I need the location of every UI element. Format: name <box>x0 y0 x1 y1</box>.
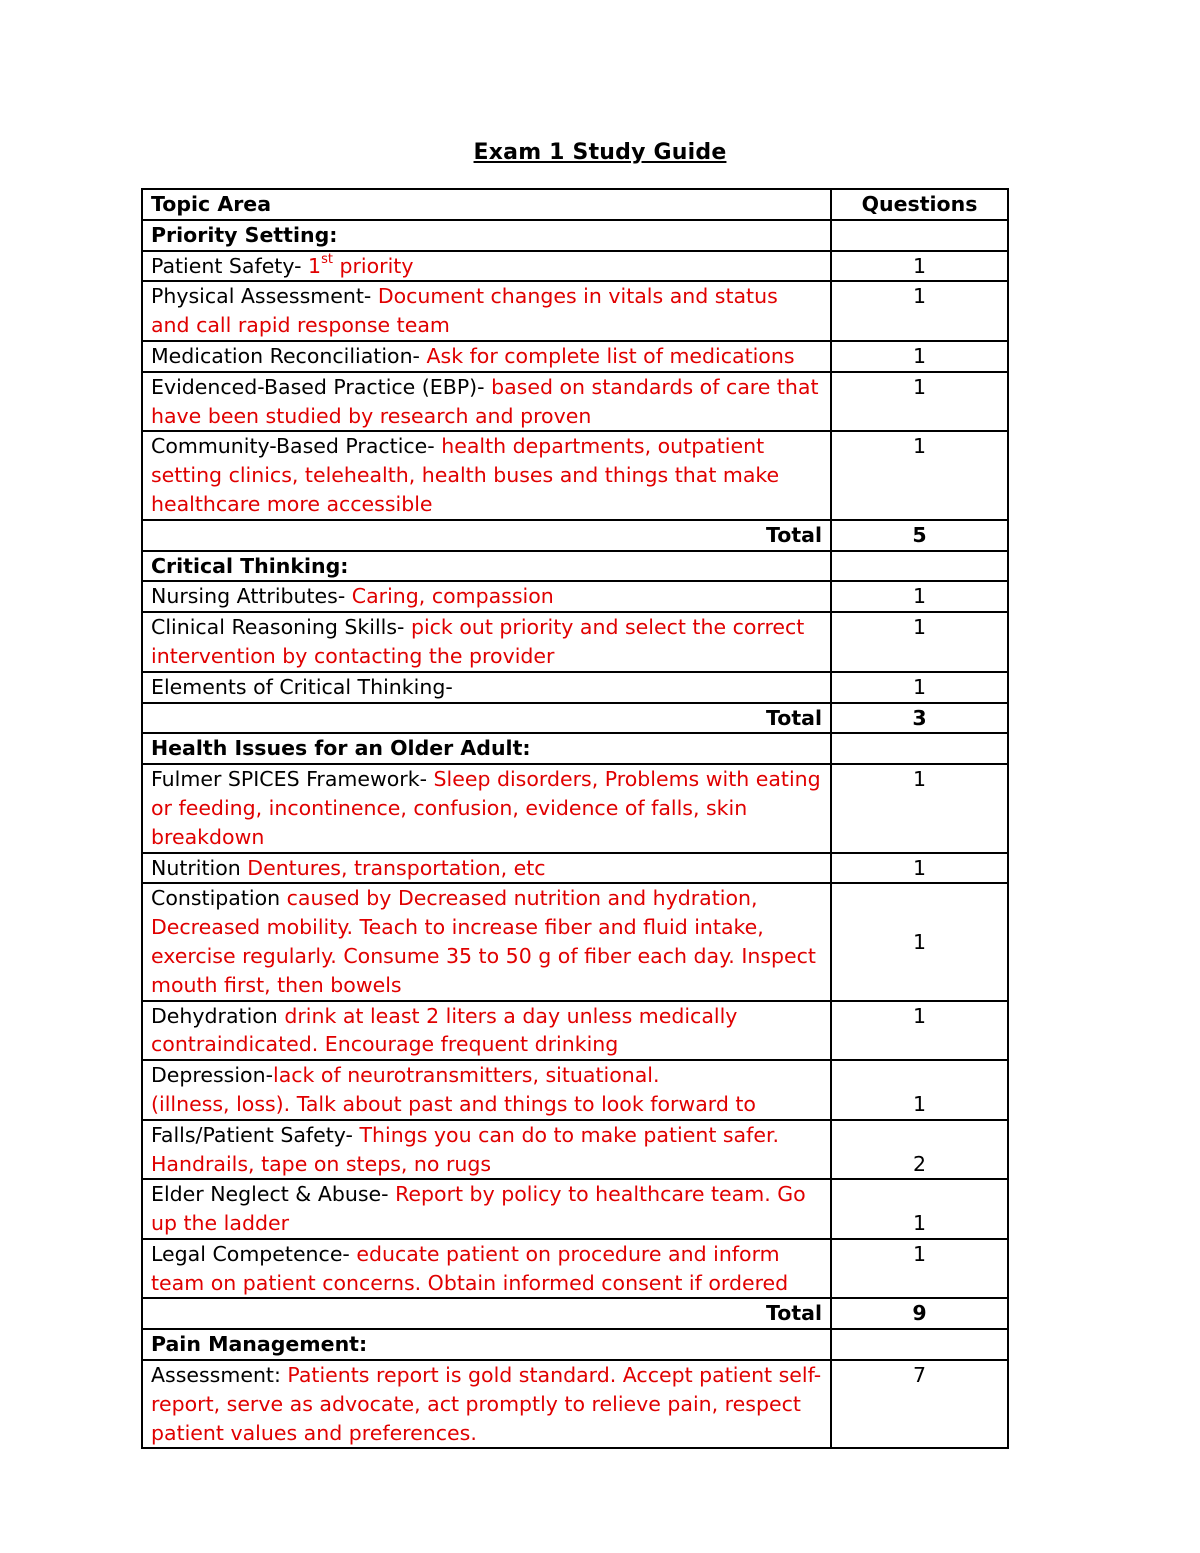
question-count: 1 <box>831 1001 1008 1061</box>
section-heading-row <box>142 551 1008 582</box>
table-row <box>142 883 1008 1000</box>
section-heading-row <box>142 1329 1008 1360</box>
topic-label: Legal Competence- <box>151 1241 350 1266</box>
topic-label: Elder Neglect & Abuse- <box>151 1182 389 1207</box>
topic-label: Elements of Critical Thinking- <box>151 674 453 699</box>
total-value: 9 <box>831 1298 1008 1329</box>
empty-cell <box>831 220 1008 251</box>
table-row <box>142 372 1008 432</box>
topic-label: Dehydration <box>151 1003 278 1028</box>
question-count: 1 <box>831 581 1008 612</box>
total-value: 3 <box>831 703 1008 734</box>
topic-note: pick out priority and select the correct intervention by contacting the provider <box>151 615 805 668</box>
topic-cell <box>142 1360 831 1448</box>
topic-label: Fulmer SPICES Framework- <box>151 767 427 792</box>
topic-cell <box>142 581 831 612</box>
question-count: 7 <box>831 1360 1008 1448</box>
topic-cell <box>142 431 831 519</box>
topic-label: Falls/Patient Safety- <box>151 1122 353 1147</box>
total-label: Total <box>142 703 831 734</box>
table-row <box>142 1120 1008 1180</box>
table-row <box>142 764 1008 852</box>
topic-cell <box>142 281 831 341</box>
topic-label: Physical Assessment- <box>151 284 372 309</box>
topic-cell <box>142 672 831 703</box>
question-count: 1 <box>831 372 1008 432</box>
topic-note: Document changes in vitals and status and call rapid response team <box>151 284 778 338</box>
topic-label: Nursing Attributes- <box>151 584 346 609</box>
total-row <box>142 703 1008 734</box>
question-count: 1 <box>831 1179 1008 1239</box>
questions-header: Questions <box>831 189 1008 220</box>
topic-note: Report by policy to healthcare team. Go up the ladder <box>151 1182 806 1236</box>
topic-cell <box>142 1179 831 1239</box>
table-header-row <box>142 189 1008 220</box>
total-row <box>142 520 1008 551</box>
topic-area-header: Topic Area <box>142 189 831 220</box>
topic-cell <box>142 1001 831 1061</box>
question-count: 1 <box>831 1239 1008 1299</box>
empty-cell <box>831 733 1008 764</box>
section-heading-row <box>142 733 1008 764</box>
table-row <box>142 853 1008 884</box>
total-row <box>142 1298 1008 1329</box>
table-row <box>142 1001 1008 1061</box>
topic-label: Evidenced-Based Practice (EBP)- <box>151 374 485 399</box>
table-row <box>142 281 1008 341</box>
topic-cell <box>142 372 831 432</box>
section-heading: Priority Setting: <box>142 220 831 251</box>
empty-cell <box>831 1329 1008 1360</box>
empty-cell <box>831 551 1008 582</box>
topic-cell <box>142 764 831 852</box>
total-value: 5 <box>831 520 1008 551</box>
topic-note: Sleep disorders, Problems with eating or feeding, incontinence, confusion, evidence of falls, skin breakdown <box>151 767 821 849</box>
topic-label: Clinical Reasoning Skills- <box>151 615 405 640</box>
topic-note: caused by Decreased nutrition and hydration, Decreased mobility. Teach to increase fiber and fluid intake, exercise regularly. Consume 35 to 50 g of fiber each day. Inspect mouth first, then bowels <box>151 886 816 997</box>
study-guide-table <box>141 188 1009 1449</box>
section-heading-row <box>142 220 1008 251</box>
question-count: 1 <box>831 612 1008 672</box>
topic-note-continued: (illness, loss). Talk about past and things to look forward to <box>151 1091 756 1116</box>
topic-note: Dentures, transportation, etc <box>247 855 546 880</box>
topic-note: educate patient on procedure and inform team on patient concerns. Obtain informed consent if ordered <box>151 1241 789 1295</box>
question-count: 1 <box>831 672 1008 703</box>
topic-note: Ask for complete list of medications <box>426 343 795 368</box>
topic-note: Patients report is gold standard. Accept patient self-report, serve as advocate, act promptly to relieve pain, respect patient values and preferences. <box>151 1363 822 1445</box>
topic-note: health departments, outpatient setting clinics, telehealth, health buses and things that make healthcare more accessible <box>151 434 780 516</box>
topic-note: 1st priority <box>308 251 414 278</box>
topic-note: drink at least 2 liters a day unless medically contraindicated. Encourage frequent drinking <box>151 1003 738 1057</box>
table-row <box>142 581 1008 612</box>
table-row <box>142 431 1008 519</box>
topic-cell <box>142 1060 831 1120</box>
question-count: 1 <box>831 281 1008 341</box>
topic-label: Patient Safety- <box>151 253 302 278</box>
topic-label: Nutrition <box>151 855 241 880</box>
question-count: 1 <box>831 431 1008 519</box>
table-row <box>142 1360 1008 1448</box>
table-row <box>142 251 1008 282</box>
document-title: Exam 1 Study Guide <box>473 140 727 165</box>
table-row <box>142 672 1008 703</box>
total-label: Total <box>142 520 831 551</box>
topic-label: Constipation <box>151 886 281 911</box>
topic-label: Community-Based Practice- <box>151 434 435 459</box>
question-count: 2 <box>831 1120 1008 1180</box>
topic-cell <box>142 1120 831 1180</box>
table-row <box>142 1179 1008 1239</box>
total-label: Total <box>142 1298 831 1329</box>
question-count: 1 <box>831 1060 1008 1120</box>
table-row <box>142 1239 1008 1299</box>
topic-label: Depression- <box>151 1063 273 1088</box>
topic-note: Caring, compassion <box>351 584 554 609</box>
topic-cell <box>142 612 831 672</box>
topic-note: lack of neurotransmitters, situational. <box>273 1063 660 1088</box>
topic-cell <box>142 251 831 282</box>
topic-cell <box>142 883 831 1000</box>
topic-cell <box>142 341 831 372</box>
question-count: 1 <box>831 341 1008 372</box>
topic-note: based on standards of care that have been studied by research and proven <box>151 374 819 428</box>
table-row <box>142 341 1008 372</box>
question-count: 1 <box>831 853 1008 884</box>
question-count: 1 <box>831 883 1008 1000</box>
topic-note: Things you can do to make patient safer. Handrails, tape on steps, no rugs <box>151 1122 780 1176</box>
table-row <box>142 612 1008 672</box>
topic-cell <box>142 1239 831 1299</box>
section-heading: Health Issues for an Older Adult: <box>142 733 831 764</box>
question-count: 1 <box>831 764 1008 852</box>
table-row <box>142 1060 1008 1120</box>
topic-label: Assessment: <box>151 1363 281 1388</box>
topic-cell <box>142 853 831 884</box>
topic-label: Medication Reconciliation- <box>151 343 420 368</box>
question-count: 1 <box>831 251 1008 282</box>
section-heading: Critical Thinking: <box>142 551 831 582</box>
section-heading: Pain Management: <box>142 1329 831 1360</box>
